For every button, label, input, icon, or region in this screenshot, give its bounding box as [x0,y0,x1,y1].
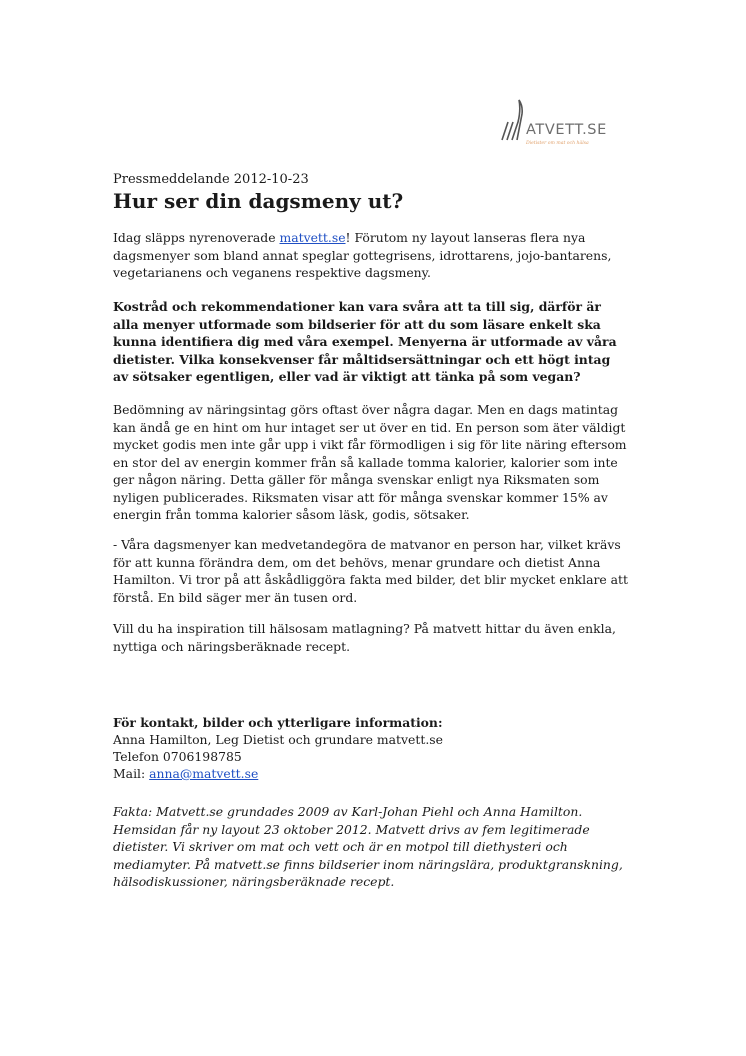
matvett-logo [496,96,616,152]
page-title: Hur ser din dagsmeny ut? [113,189,404,213]
contact-person: Anna Hamilton, Leg Dietist och grundare matvett.se [113,732,443,747]
facts-paragraph: Fakta: Matvett.se grundades 2009 av Karl-Johan Piehl och Anna Hamilton. Hemsidan får ny layout 23 oktober 2012. Matvett drivs av fem legitimerade dietister. Vi skriver om mat och vett och är en motpol till diethysteri och mediamyter. På matvett.se finns bildserier inom näringslära, produktgranskning, hälsodiskussioner, näringsberäknade recept. [113,804,623,889]
press-release-date: Pressmeddelande 2012-10-23 [113,172,309,187]
body-paragraph-1: Bedömning av näringsintag görs oftast över några dagar. Men en dags matintag kan ändå ge en hint om hur intaget ser ut över en tid. En person som äter väldigt mycket godis men inte går upp i vikt får förmodligen i sig för lite näring eftersom en stor del av energin kommer från så kallade tomma kalorier, kalorier som inte ger någon näring. Detta gäller för många svenskar enligt nya Riksmaten som nyligen publicerades. Riksmaten visar att för många svenskar kommer 15% av energin från tomma kalorier såsom läsk, godis, sötsaker. [113,402,627,522]
contact-heading: För kontakt, bilder och ytterligare information: [113,715,443,730]
intro-text-after: ! Förutom ny layout lanseras flera nya dagsmenyer som bland annat speglar gottegrisens, idrottarens, jojo-bantarens, vegetarianens och veganens respektive dagsmeny. [113,230,612,280]
contact-mail [113,765,258,783]
body-paragraph-3: Vill du ha inspiration till hälsosam matlagning? På matvett hittar du även enkla, nyttiga och näringsberäknade recept. [113,621,616,654]
intro-paragraph [113,229,628,282]
contact-phone: Telefon 0706198785 [113,749,242,764]
mail-link[interactable]: anna@matvett.se [149,766,259,781]
body-paragraph-2: - Våra dagsmenyer kan medvetandegöra de matvanor en person har, vilket krävs för att kunna förändra dem, om det behövs, menar grundare och dietist Anna Hamilton. Vi tror på att åskådliggöra fakta med bilder, det blir mycket enklare att förstå. En bild säger mer än tusen ord. [113,537,628,605]
intro-text-before: Idag släpps nyrenoverade [113,230,280,245]
logo-wordmark: ATVETT.SE [526,122,607,138]
logo-tagline: Dietister om mat och hälsa [526,141,589,146]
lead-paragraph: Kostråd och rekommendationer kan vara svåra att ta till sig, därför är alla menyer utformade som bildserier för att du som läsare enkelt ska kunna identifiera dig med våra exempel. Menyerna är utformade av våra dietister. Vilka konsekvenser får måltidsersättningar och ett högt intag av sötsaker egentligen, eller vad är viktigt att tänka på som vegan? [113,299,617,384]
mail-label: Mail: [113,766,150,781]
matvett-link[interactable]: matvett.se [279,230,346,245]
